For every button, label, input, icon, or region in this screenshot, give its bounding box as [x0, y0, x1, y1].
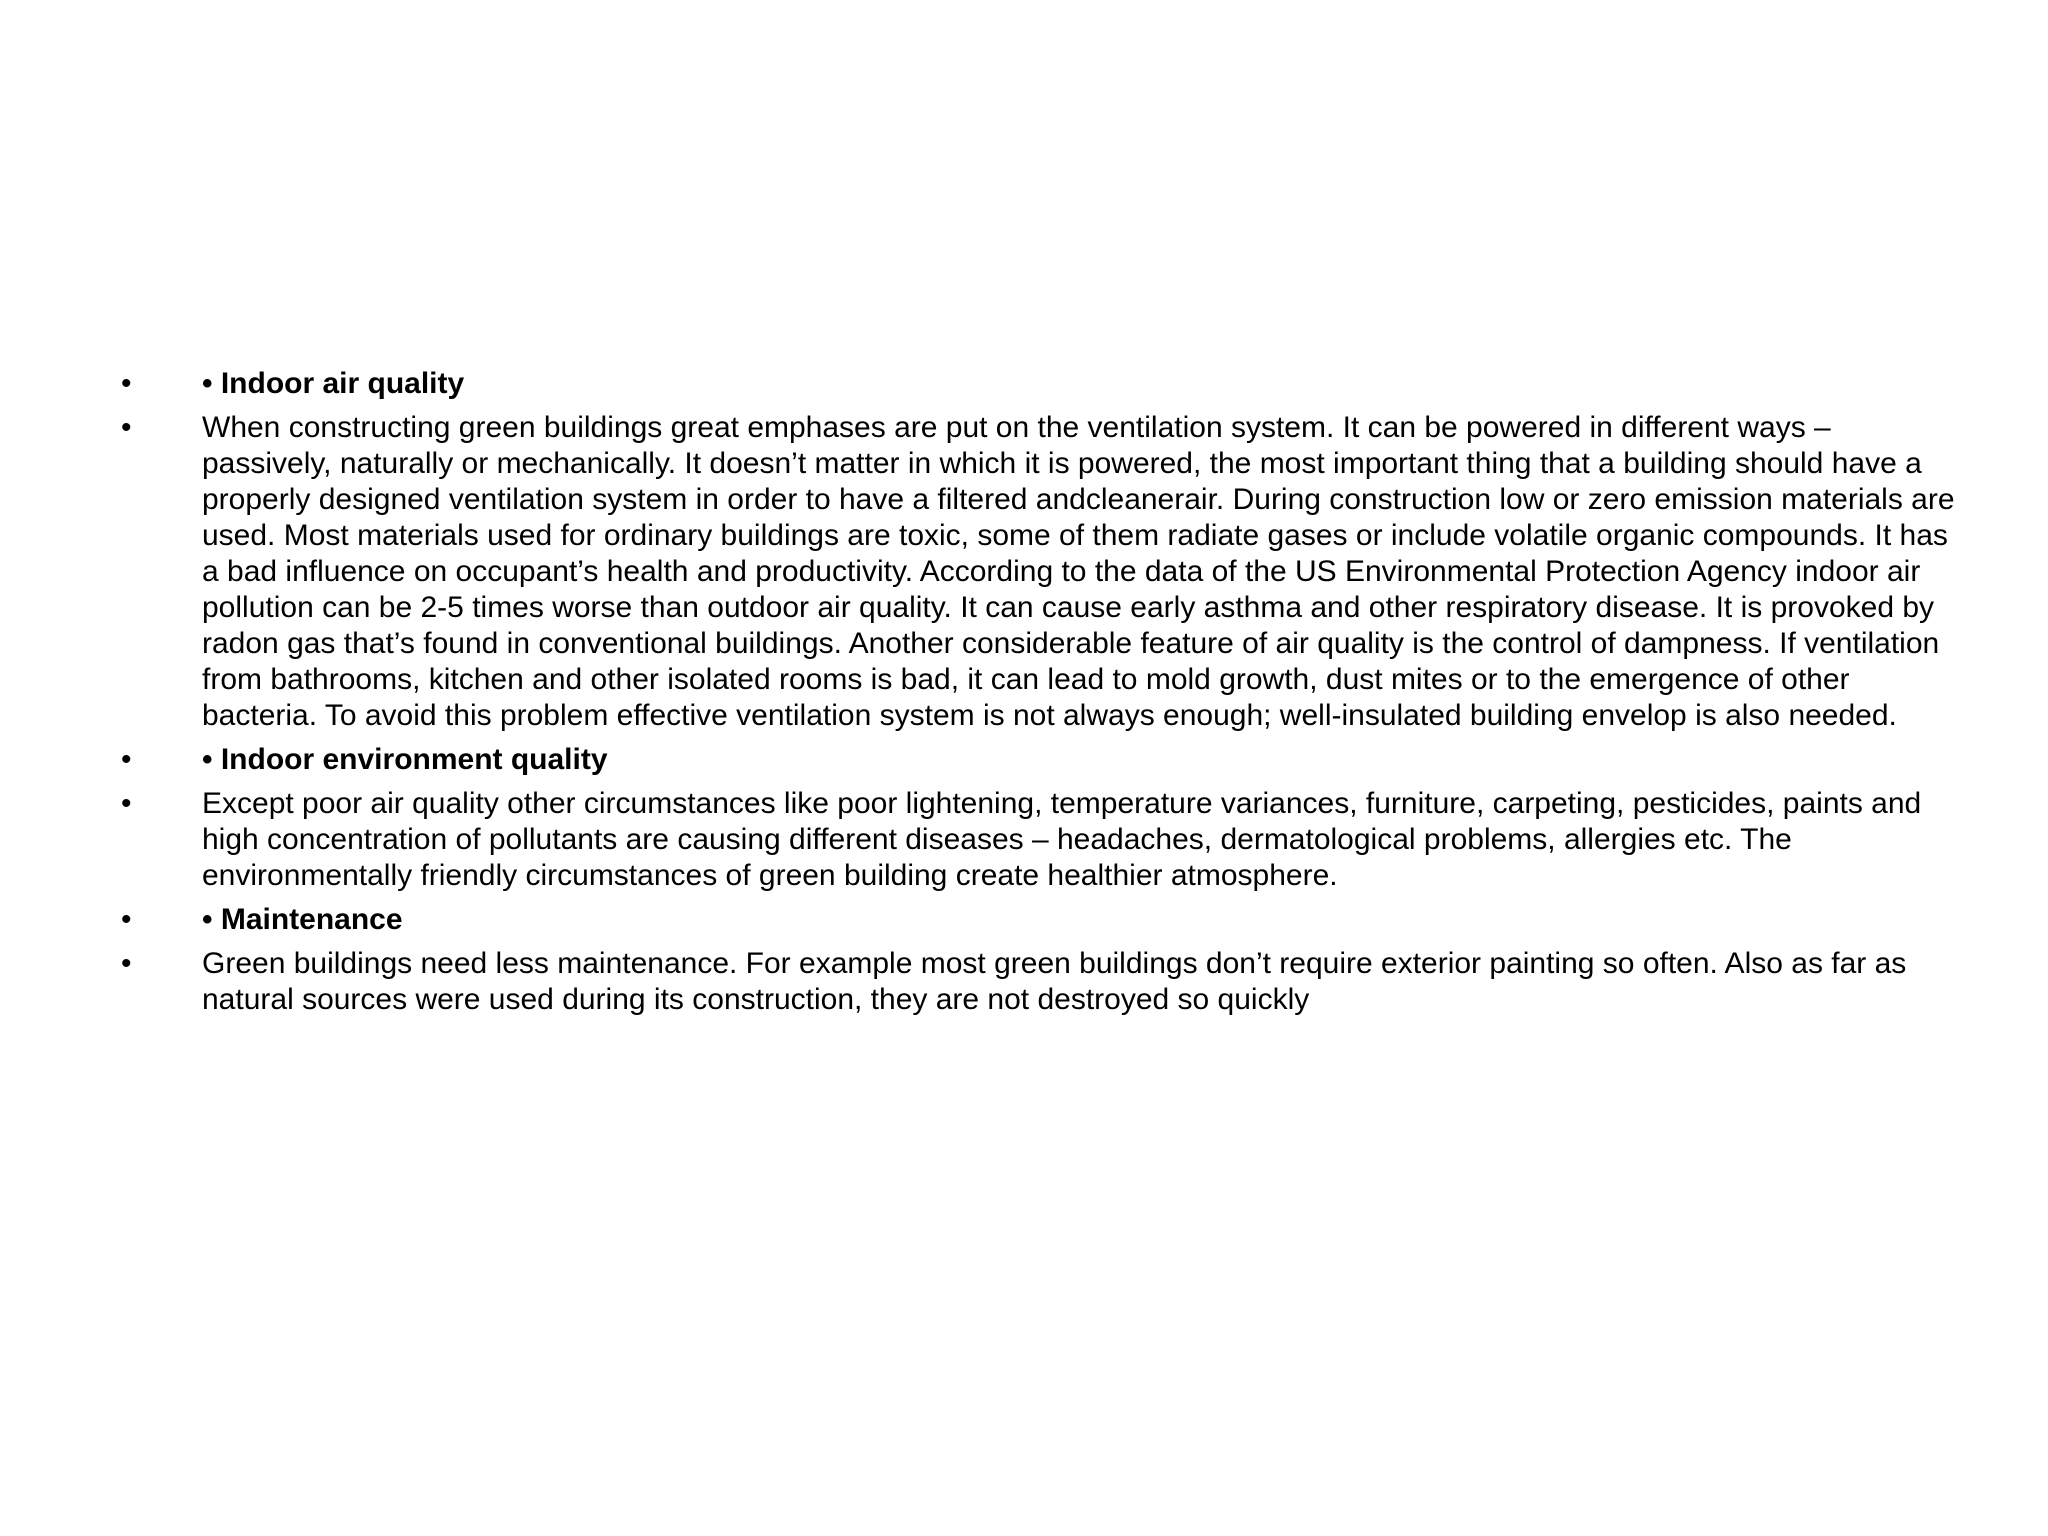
heading-text: • Maintenance [202, 903, 403, 936]
paragraph-text: Green buildings need less maintenance. For example most green buildings don’t require exterior painting so often. Also as far as natural sources were used during its construction, they are not destroyed so quickly [202, 947, 1907, 1016]
bullet-marker: • [121, 787, 132, 820]
heading-text: • Indoor environment quality [202, 743, 608, 776]
paragraph-indoor-air-quality [118, 410, 1958, 734]
paragraph-maintenance [118, 946, 1958, 1018]
paragraph-indoor-environment-quality [118, 786, 1958, 894]
bullet-marker: • [121, 411, 132, 444]
heading-indoor-air-quality [118, 366, 1958, 402]
bullet-marker: • [121, 903, 132, 936]
paragraph-text: When constructing green buildings great emphases are put on the ventilation system. It can be powered in different ways – passively, naturally or mechanically. It doesn’t matter in which it is powered, the most important thing that a building should have a properly designed ventilation system in order to have a filtered andcleanerair. During construction low or zero emission materials are used. Most materials used for ordinary buildings are toxic, some of them radiate gases or include volatile organic compounds. It has a bad influence on occupant’s health and productivity. According to the data of the US Environmental Protection Agency indoor air pollution can be 2-5 times worse than outdoor air quality. It can cause early asthma and other respiratory disease. It is provoked by radon gas that’s found in conventional buildings. Another considerable feature of air quality is the control of dampness. If ventilation from bathrooms, kitchen and other isolated rooms is bad, it can lead to mold growth, dust mites or to the emergence of other bacteria. To avoid this problem effective ventilation system is not always enough; well-insulated building envelop is also needed. [202, 411, 1955, 732]
paragraph-text: Except poor air quality other circumstances like poor lightening, temperature variances, furniture, carpeting, pesticides, paints and high concentration of pollutants are causing different diseases – headaches, dermatological problems, allergies etc. The environmentally friendly circumstances of green building create healthier atmosphere. [202, 787, 1922, 892]
bullet-marker: • [121, 743, 132, 776]
heading-text: • Indoor air quality [202, 367, 465, 400]
bullet-marker: • [121, 367, 132, 400]
heading-indoor-environment-quality [118, 742, 1958, 778]
bullet-list [118, 366, 1958, 1026]
heading-maintenance [118, 902, 1958, 938]
bullet-marker: • [121, 947, 132, 980]
